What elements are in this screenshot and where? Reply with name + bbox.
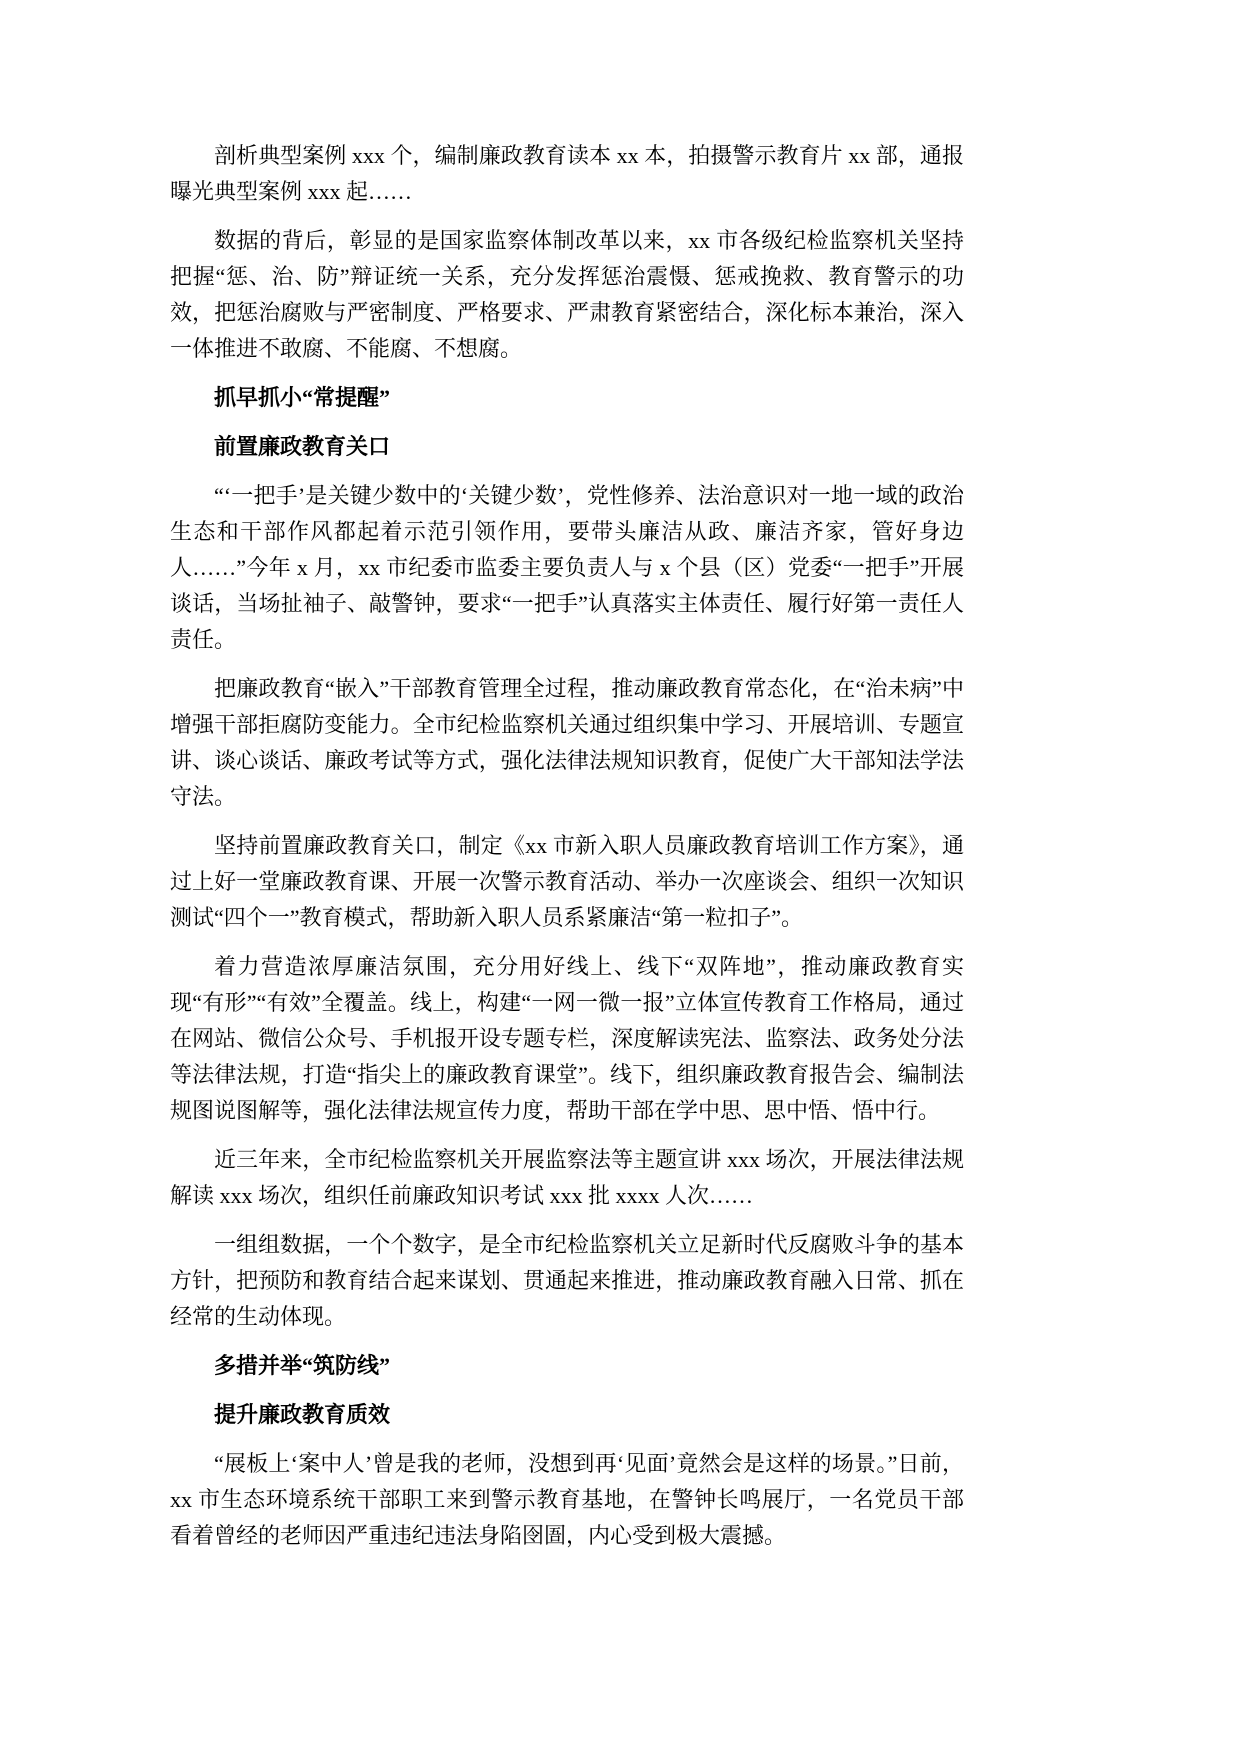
paragraph-top-leaders-talk: “‘一把手’是关键少数中的‘关键少数’，党性修养、法治意识对一地一域的政治生态和干部作风都起着示范引领作用，要带头廉洁从政、廉洁齐家，管好身边人……”今年 x 月，xx 市纪委市监委主要负责人与 x 个县（区）党委“一把手”开展谈话，当场扯袖子、敲警钟，要求“一把手”认真落实主体责任、履行好第一责任人责任。	[170, 483, 964, 652]
paragraph-embed-education: 把廉政教育“嵌入”干部教育管理全过程，推动廉政教育常态化，在“治未病”中增强干部拒腐防变能力。全市纪检监察机关通过组织集中学习、开展培训、专题宣讲、谈心谈话、廉政考试等方式，强化法律法规知识教育，促使广大干部知法学法守法。	[170, 676, 964, 809]
paragraph-data-summary: 一组组数据，一个个数字，是全市纪检监察机关立足新时代反腐败斗争的基本方针，把预防和教育结合起来谋划、贯通起来推进，推动廉政教育融入日常、抓在经常的生动体现。	[170, 1232, 964, 1329]
paragraph-warning-education: “展板上‘案中人’曾是我的老师，没想到再‘见面’竟然会是这样的场景。”日前，xx 市生态环境系统干部职工来到警示教育基地，在警钟长鸣展厅，一名党员干部看着曾经的老师因严重违纪违法身陷囹圄，内心受到极大震撼。	[170, 1451, 964, 1548]
section-heading-build-defense: 多措并举“筑防线”	[214, 1353, 391, 1378]
paragraph-three-year-stats: 近三年来，全市纪检监察机关开展监察法等主题宣讲 xxx 场次，开展法律法规解读 xxx 场次，组织任前廉政知识考试 xxx 批 xxxx 人次……	[170, 1147, 964, 1208]
paragraph-data-background: 数据的背后，彰显的是国家监察体制改革以来，xx 市各级纪检监察机关坚持把握“惩、治、防”辩证统一关系，充分发挥惩治震慑、惩戒挽救、教育警示的功效，把惩治腐败与严密制度、严格要求、严肃教育紧密结合，深化标本兼治，深入一体推进不敢腐、不能腐、不想腐。	[170, 228, 964, 361]
section-heading-early-reminder: 抓早抓小“常提醒”	[214, 385, 391, 410]
section-heading-education-gate: 前置廉政教育关口	[214, 434, 391, 459]
paragraph-online-offline: 着力营造浓厚廉洁氛围，充分用好线上、线下“双阵地”，推动廉政教育实现“有形”“有效”全覆盖。线上，构建“一网一微一报”立体宣传教育工作格局，通过在网站、微信公众号、手机报开设专题专栏，深度解读宪法、监察法、政务处分法等法律法规，打造“指尖上的廉政教育课堂”。线下，组织廉政教育报告会、编制法规图说图解等，强化法律法规宣传力度，帮助干部在学中思、思中悟、悟中行。	[170, 954, 964, 1123]
section-heading-improve-quality: 提升廉政教育质效	[214, 1402, 391, 1427]
paragraph-new-staff-training: 坚持前置廉政教育关口，制定《xx 市新入职人员廉政教育培训工作方案》，通过上好一堂廉政教育课、开展一次警示教育活动、举办一次座谈会、组织一次知识测试“四个一”教育模式，帮助新入职人员系紧廉洁“第一粒扣子”。	[170, 833, 964, 930]
paragraph-stats-intro: 剖析典型案例 xxx 个，编制廉政教育读本 xx 本，拍摄警示教育片 xx 部，通报曝光典型案例 xxx 起……	[170, 143, 964, 204]
